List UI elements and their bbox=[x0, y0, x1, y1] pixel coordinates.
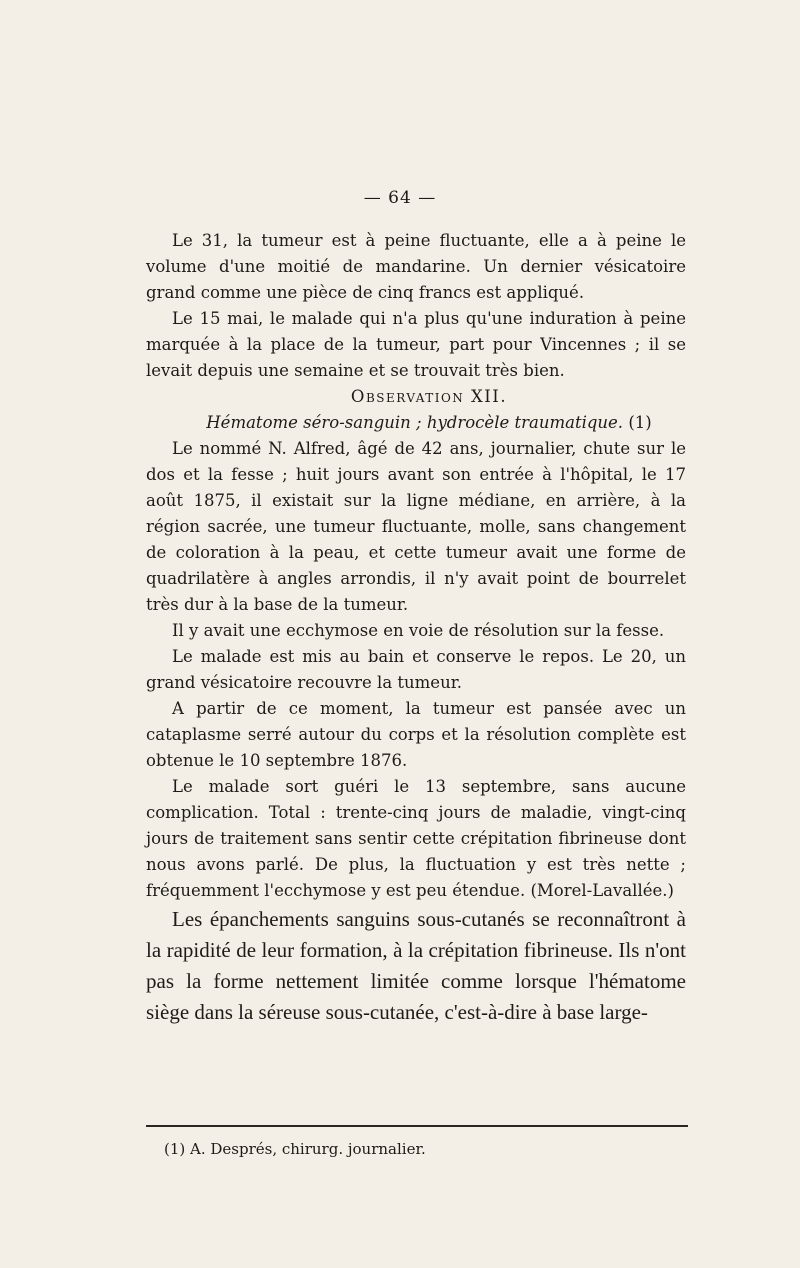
observation-subtitle bbox=[146, 410, 686, 436]
observation-heading-text: Observation XII. bbox=[350, 387, 508, 406]
paragraph: Le 15 mai, le malade qui n'a plus qu'une induration à peine marquée à la place de la tumeur, part pour Vincennes ; il se levait depuis une semaine et se trouvait très bien. bbox=[146, 309, 686, 380]
paragraph-large: Les épanchements sanguins sous-cutanés se reconnaîtront à la rapidité de leur formation, à la crépitation fibrineuse. Ils n'ont pas la forme nettement limitée comme lorsque l'hématome siège dans la séreuse sous-cutanée, c'est-à-dire à base large- bbox=[146, 907, 686, 1024]
paragraph: Le nommé N. Alfred, âgé de 42 ans, journalier, chute sur le dos et la fesse ; huit jours avant son entrée à l'hôpital, le 17 août 1875, il existait sur la ligne médiane, en arrière, à la région sacrée, une tumeur fluctuante, molle, sans changement de coloration à la peau, et cette tumeur avait une forme de quadrilatère à angles arrondis, il n'y avait point de bourrelet très dur à la base de la tumeur. bbox=[146, 439, 686, 614]
paragraph: Le 31, la tumeur est à peine fluctuante, elle a à peine le volume d'une moitié de mandarine. Un dernier vésicatoire grand comme une pièce de cinq francs est appliqué. bbox=[146, 231, 686, 302]
observation-heading bbox=[146, 384, 686, 410]
paragraph: Il y avait une ecchymose en voie de résolution sur la fesse. bbox=[172, 621, 665, 640]
footnote-ref: (1) bbox=[628, 413, 652, 432]
paragraph: A partir de ce moment, la tumeur est pansée avec un cataplasme serré autour du corps et la résolution complète est obtenue le 10 septembre 1876. bbox=[146, 699, 686, 770]
paragraph: Le malade est mis au bain et conserve le repos. Le 20, un grand vésicatoire recouvre la tumeur. bbox=[146, 647, 686, 692]
observation-subtitle-text: Hématome séro-sanguin ; hydrocèle traumatique. bbox=[206, 413, 624, 432]
paragraph: Le malade sort guéri le 13 septembre, sans aucune complication. Total : trente-cinq jours de maladie, vingt-cinq jours de traitement sans sentir cette crépitation fibrineuse dont nous avons parlé. De plus, la fluctuation y est très nette ; fréquemment l'ecchymose y est peu étendue. (Morel-Lavallée.) bbox=[146, 777, 686, 900]
page-body bbox=[146, 228, 686, 1028]
footnote: (1) A. Després, chirurg. journalier. bbox=[164, 1140, 426, 1158]
page-number: — 64 — bbox=[363, 188, 437, 208]
footnote-rule bbox=[146, 1125, 688, 1127]
